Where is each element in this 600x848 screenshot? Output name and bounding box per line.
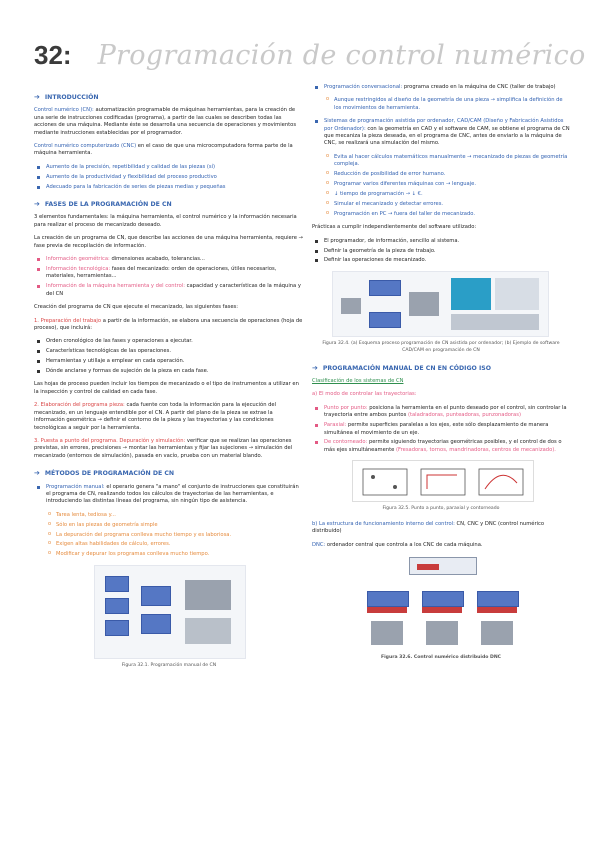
paragraph: b) La estructura de funcionamiento interno del control: CN, CNC y DNC (control numérico distribuido) <box>312 520 545 535</box>
bullet-list <box>312 118 570 148</box>
diagram-block <box>369 312 401 328</box>
diagram-block <box>105 576 129 592</box>
trajectory-diagram <box>353 461 533 501</box>
figure-manual-programming <box>94 565 246 659</box>
figure-caption: Figura 32.4. (a) Esquema proceso programación de CN asistida por ordenador; (b) Ejemplo de software CAD/CAM en programación de CN <box>322 340 560 354</box>
computer-image <box>341 298 361 314</box>
bullet-list <box>312 238 570 265</box>
figure-cadcam <box>332 271 549 337</box>
diagram-block <box>422 591 464 607</box>
software-screenshot <box>451 278 491 310</box>
list-item: Adecuado para la fabricación de series de piezas medias y pequeñas <box>46 184 304 191</box>
bullet-list <box>34 484 304 506</box>
paragraph: 2. Elaboración del programa pieza: cada fuente con toda la información para la ejecución del mecanizado, en un lenguaje entendible por el CN. A partir del plano de la pieza se extrae la información geométrica → definir el contorno de la pieza y las trayectorias y las condiciones tecnológicas a seguir por la herramienta. <box>34 402 277 431</box>
paragraph: La creación de un programa de CN, que describe las acciones de una máquina herramienta, requiere → fase previa de recopilación de información. <box>34 235 303 249</box>
list-item: Definir las operaciones de mecanizado. <box>324 257 570 264</box>
paragraph: Creación del programa de CN que ejecute el mecanizado, las siguientes fases: <box>34 304 239 311</box>
software-screenshot <box>451 314 539 330</box>
figure-caption: Figura 32.6. Control numérico distribuido DNC <box>380 654 502 660</box>
paragraph: DNC: ordenador central que controla a los CNC de cada máquina. <box>312 541 483 548</box>
bullet-list <box>312 84 570 91</box>
diagram-block <box>477 607 517 613</box>
machine-image <box>185 580 231 610</box>
list-item: o Aunque restringidos al diseño de la geometría de una pieza → simplifica la definición de los movimientos de herramienta. <box>334 97 570 112</box>
bullet-list <box>34 256 304 298</box>
list-item: Aumento de la productividad y flexibilidad del proceso productivo <box>46 174 304 181</box>
list-item: o Tarea lenta, tediosa y... <box>56 512 304 519</box>
list-item: Herramientas y utillaje a emplear en cada operación. <box>46 358 304 365</box>
arrow-icon: ➔ <box>34 93 40 101</box>
figure-caption: Figura 32.5. Punto a punto, paraxial y contorneado <box>382 506 500 512</box>
machine-image <box>371 621 403 645</box>
figure-dnc <box>357 555 527 651</box>
diagram-block <box>141 614 171 634</box>
list-item: Definir la geometría de la pieza de trabajo. <box>324 248 570 255</box>
list-item: Información de la máquina herramienta y del control: capacidad y características de la máquina y del CN <box>46 283 304 298</box>
paragraph: a) El modo de controlar las trayectorias: <box>312 391 417 398</box>
list-item: o Exigen altas habilidades de cálculo, errores. <box>56 541 304 548</box>
list-item: o Evita al hacer cálculos matemáticos manualmente → mecanizado de piezas de geometría compleja. <box>334 154 570 169</box>
bullet-list <box>312 405 570 454</box>
machine-image <box>409 292 439 316</box>
paragraph: Control numérico (CN): automatización programable de máquinas herramientas, para la creación de una serie de instrucciones codificadas (programa), a partir de las cuales se describen todas las acciones de una máquina. Mediante éste se desarrolla una secuencia de operaciones y movimientos mediante instrucciones establecidas por el programador. <box>34 107 297 136</box>
list-item: o Reducción de posibilidad de error humano. <box>334 171 570 178</box>
arrow-icon: ➔ <box>34 200 40 209</box>
list-item: o La depuración del programa conlleva mucho tiempo y es laboriosa. <box>56 532 304 539</box>
diagram-block <box>105 620 129 636</box>
list-item: Información geométrica: dimensiones acabado, tolerancias... <box>46 256 304 263</box>
machine-image <box>426 621 458 645</box>
bullet-list <box>34 338 304 375</box>
machine-image <box>481 621 513 645</box>
paragraph: 1. Preparación del trabajo a partir de la información, se elabora una secuencia de operaciones (hoja de proceso), que incluirá: <box>34 317 303 331</box>
diagram-block <box>367 591 409 607</box>
figure-trajectories <box>352 460 534 502</box>
list-item: o Simular el mecanizado y detectar errores. <box>334 201 570 208</box>
arrow-icon: ➔ <box>312 363 318 372</box>
diagram-block <box>367 607 407 613</box>
list-item: Sistemas de programación asistida por ordenador, CAD/CAM (Diseño y Fabricación Asistidos por Ordenador): con la geometría en CAD y el software de CAM, se obtiene el programa de CN que mecaniza la pieza deseada, en el programa de CNC, antes de enviarlo a la máquina de CNC, se realizará una simulación del mismo. <box>324 118 570 147</box>
right-column <box>312 84 570 669</box>
section-heading: ➔ MÉTODOS DE PROGRAMACIÓN DE CN <box>34 469 175 478</box>
list-item: Programación conversacional: programa creado en la máquina de CNC (taller de trabajo) <box>324 84 570 91</box>
page-header <box>34 40 586 80</box>
subheading: Clasificación de los sistemas de CN <box>312 378 404 385</box>
list-item: o Sólo en las piezas de geometría simple <box>56 522 304 529</box>
list-item: Aumento de la precisión, repetibilidad y calidad de las piezas (sí) <box>46 164 304 171</box>
list-item: Dónde anclarse y formas de sujeción de la pieza en cada fase. <box>46 368 304 375</box>
chapter-title: Programación de control numérico <box>97 40 586 71</box>
list-item: Punto por punto: posiciona la herramienta en el punto deseado por el control, sin controlar la trayectoria entre ambos puntos (taladradoras, punteadoras, punzonadoras) <box>324 405 570 420</box>
list-item: Información tecnológica: fases del mecanizado: orden de operaciones, útiles necesarios, materiales, herramientas... <box>46 266 304 281</box>
sub-bullet-list <box>34 512 304 559</box>
figure-caption: Figura 32.1. Programación manual de CN <box>121 662 217 668</box>
list-item: Programación manual: el operario genera "a mano" el conjunto de instrucciones que constituirán el programa de CN, realizando todos los cálculos de trayectorias de las herramientas, e introduciendo las distintas líneas del programa, sin ningún tipo de asistencia. <box>46 484 304 506</box>
paragraph: Control numérico computerizado (CNC) en el caso de que una microcomputadora forma parte de la máquina herramienta. <box>34 143 293 157</box>
list-item: De contorneado: permite siguiendo trayectorias geométricas posibles, y el control de dos o más ejes simultáneamente (Fresadoras, tornos, mandrinadoras, centros de mecanizado). <box>324 439 570 454</box>
diagram-block <box>477 591 519 607</box>
diagram-block <box>141 586 171 606</box>
list-item: o Modificar y depurar los programas conlleva mucho tiempo. <box>56 551 304 558</box>
bullet-list <box>34 164 304 191</box>
sub-bullet-list <box>312 97 570 112</box>
left-column <box>34 84 304 677</box>
diagram-block <box>422 607 462 613</box>
list-item: El programador, de información, sencillo al sistema. <box>324 238 570 245</box>
paragraph: 3 elementos fundamentales: la máquina herramienta, el control numérico y la información necesaria para realizar el proceso de mecanizado deseado. <box>34 214 297 228</box>
list-item: Paraxial: permite superficies paralelas a los ejes, este sólo desplazamiento de manera simultánea el movimiento de un eje. <box>324 422 570 437</box>
paragraph: Las hojas de proceso pueden incluir los tiempos de mecanizado o el tipo de instrumentos a utilizar en la inspección y control de calidad en cada fase. <box>34 381 299 395</box>
list-item: Características tecnológicas de las operaciones. <box>46 348 304 355</box>
list-item: Orden cronológico de las fases y operaciones a ejecutar. <box>46 338 304 345</box>
software-screenshot <box>495 278 539 310</box>
paragraph: 3. Puesta a punto del programa. Depuración y simulación: verificar que se realizan las operaciones previstas, sin errores, precisiones → montar las herramientas y fijar las sujeciones → simulación del mecanizado (entornos de simulación), pasada en vacío, prueba con un material blando. <box>34 437 293 459</box>
sub-bullet-list <box>312 154 570 218</box>
chapter-number: 32: <box>34 40 72 70</box>
diagram-block <box>369 280 401 296</box>
list-item: o Programar varios diferentes máquinas con → lenguaje. <box>334 181 570 188</box>
section-heading: ➔ INTRODUCCIÓN <box>34 93 99 101</box>
list-item: o Programación en PC → fuera del taller de mecanizado. <box>334 211 570 218</box>
section-heading: ➔ PROGRAMACIÓN MANUAL DE CN EN CÓDIGO ISO <box>312 363 491 372</box>
diagram-block <box>105 598 129 614</box>
machine-image <box>185 618 231 644</box>
paragraph: Prácticas a cumplir independientemente del software utilizado: <box>312 224 477 231</box>
section-heading: ➔ FASES DE LA PROGRAMACIÓN DE CN <box>34 200 172 209</box>
arrow-icon: ➔ <box>34 469 40 478</box>
diagram-block <box>417 564 439 570</box>
list-item: o ↓ tiempo de programación → ↓ €. <box>334 191 570 198</box>
